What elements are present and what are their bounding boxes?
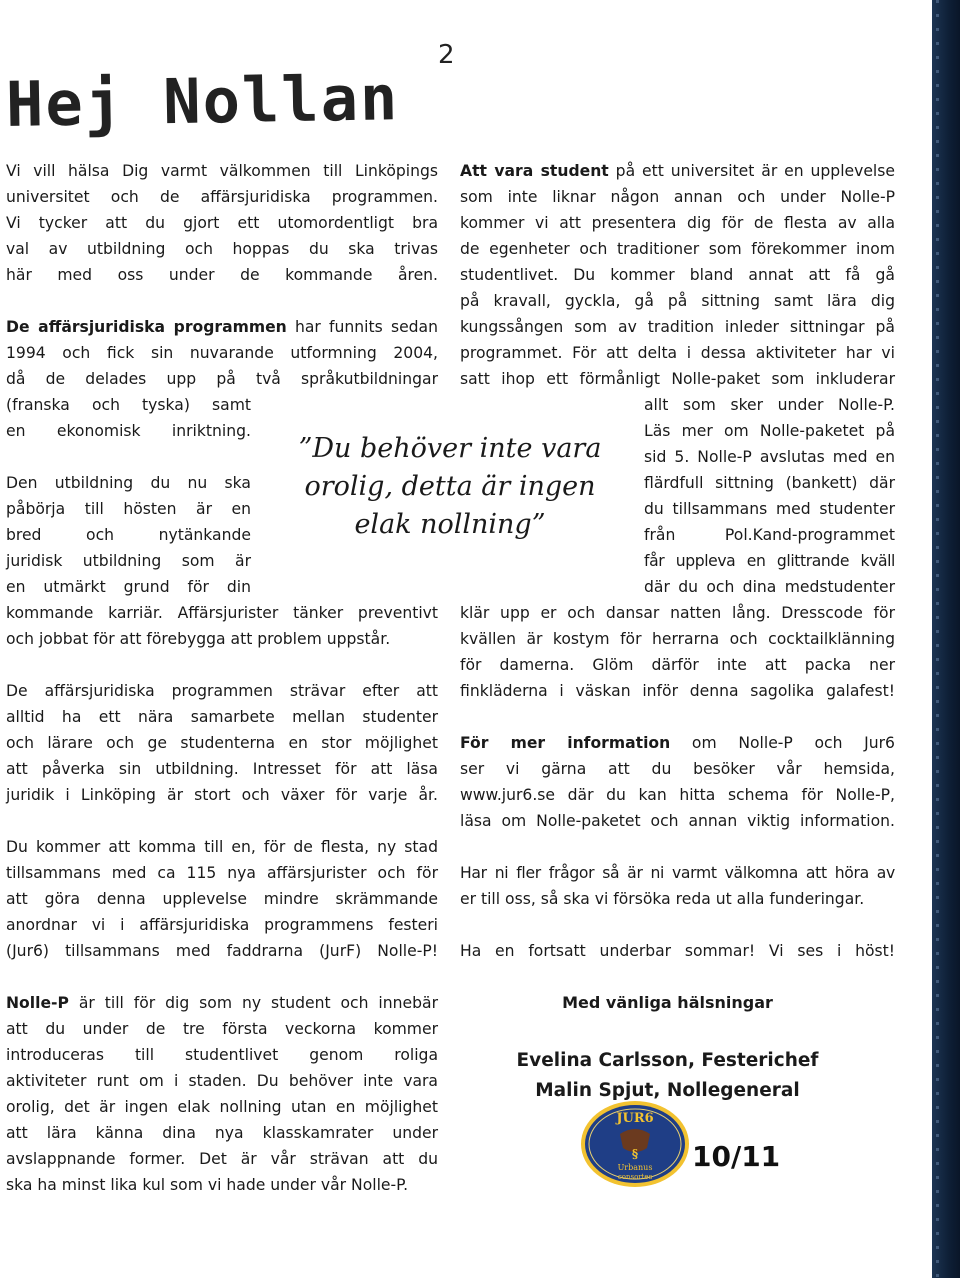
signer-nollegeneral: Malin Spjut, Nollegeneral (535, 1080, 800, 1101)
farewell-line: Ha en fortsatt underbar sommar! Vi ses i höst! (460, 942, 895, 960)
right-column (460, 158, 895, 1106)
svg-text:§: § (631, 1147, 639, 1161)
page-title: Hej Nollan (5, 61, 400, 141)
greeting: Med vänliga hälsningar (562, 993, 773, 1012)
student-life-paragraph: Att vara student på ett universitet är en upplevelse som inte liknar någon annan och under Nolle-P kommer vi att presentera dig för de flesta av alla de egenheter och traditioner som förekommer inom studentlivet. Du kommer bland annat att få gå på kravall, gyckla, gå på sittning samt lära dig kungssången som av tradition inleder sittningar på programmet. För att delta i dessa aktiviteter har vi satt ihop ett förmånligt Nolle-paket som inkluderar allt som sker under Nolle-P. Läs mer om Nolle-paketet på sid 5. Nolle-P avslutas med en flärdfull sittning (bankett) där du tillsammans med studenter från Pol.Kand-programmet får uppleva en glittrande kväll där du och dina medstudenter klär upp er och dansar natten lång. Dresscode för kvällen är kostym för herrarna och cocktailklänning för damerna. Glöm därför inte att packa ner finkläderna i väskan inför denna sagolika galafest! (460, 162, 895, 700)
cooperation-paragraph: De affärsjuridiska programmen strävar efter att alltid ha ett nära samarbete mellan studenter och lärare och ge studenterna en stor möjlighet att påverka sin utbildning. Intresset för att läsa juridik i Linköping är stort och växer för varje år. (6, 682, 438, 804)
svg-text:JUR6: JUR6 (616, 1111, 654, 1126)
education-paragraph: Den utbildning du nu ska påbörja till hösten är en bred och nytänkande juridisk utbildning som är en utmärkt grund för din kommande karriär. Affärsjurister tänker preventivt och jobbat för att förebygga att problem uppstår. (6, 474, 438, 648)
decorative-side-strip (932, 0, 960, 1278)
nolle-p-paragraph: Nolle-P är till för dig som ny student och innebär att du under de tre första veckorna kommer introduceras till studentlivet genom roliga aktiviteter runt om i staden. Du behöver inte vara orolig, det är ingen elak nollning utan en möjlighet att lära känna dina nya klasskamrater under avslappnande former. Det är vår strävan att du ska ha minst lika kul som vi hade under vår Nolle-P. (6, 994, 438, 1194)
page-number: 2 (438, 40, 455, 70)
pull-quote: ”Du behöver inte vara orolig, detta är ingen elak nollning” (298, 433, 602, 540)
programme-history-paragraph: De affärsjuridiska programmen har funnits sedan 1994 och fick sin nuvarande utformning 2004, då de delades upp på två språkutbildningar (franska och tyska) samt en ekonomisk inriktning. (6, 318, 438, 440)
left-column (6, 158, 438, 1198)
intro-paragraph: Vi vill hälsa Dig varmt välkommen till Linköpings universitet och de affärsjuridiska programmen. Vi tycker att du gjort ett utomordentligt bra val av utbildning och hoppas du ska trivas här med oss under de kommande åren. (6, 162, 438, 284)
svg-text:Urbanus: Urbanus (617, 1163, 653, 1172)
svg-text:consortes: consortes (617, 1173, 653, 1181)
issue-date: 10/11 (692, 1140, 781, 1173)
questions-paragraph: Har ni fler frågor så är ni varmt välkomna att höra av er till oss, så ska vi försöka reda ut alla funderingar. (460, 864, 895, 908)
jur6-logo (580, 1100, 690, 1188)
festeri-paragraph: Du kommer att komma till en, för de flesta, ny stad tillsammans med ca 115 nya affärsjurister och för att göra denna upplevelse mindre skrämmande anordnar vi i affärsjuridiska programmens festeri (Jur6) tillsammans med faddrarna (JurF) Nolle-P! (6, 838, 438, 960)
more-info-paragraph: För mer information om Nolle-P och Jur6 ser vi gärna att du besöker vår hemsida, www.jur6.se där du kan hitta schema för Nolle-P, läsa om Nolle-paketet och annan viktig information. (460, 734, 895, 830)
signer-festerichef: Evelina Carlsson, Festerichef (516, 1050, 819, 1071)
signers (440, 1046, 895, 1106)
